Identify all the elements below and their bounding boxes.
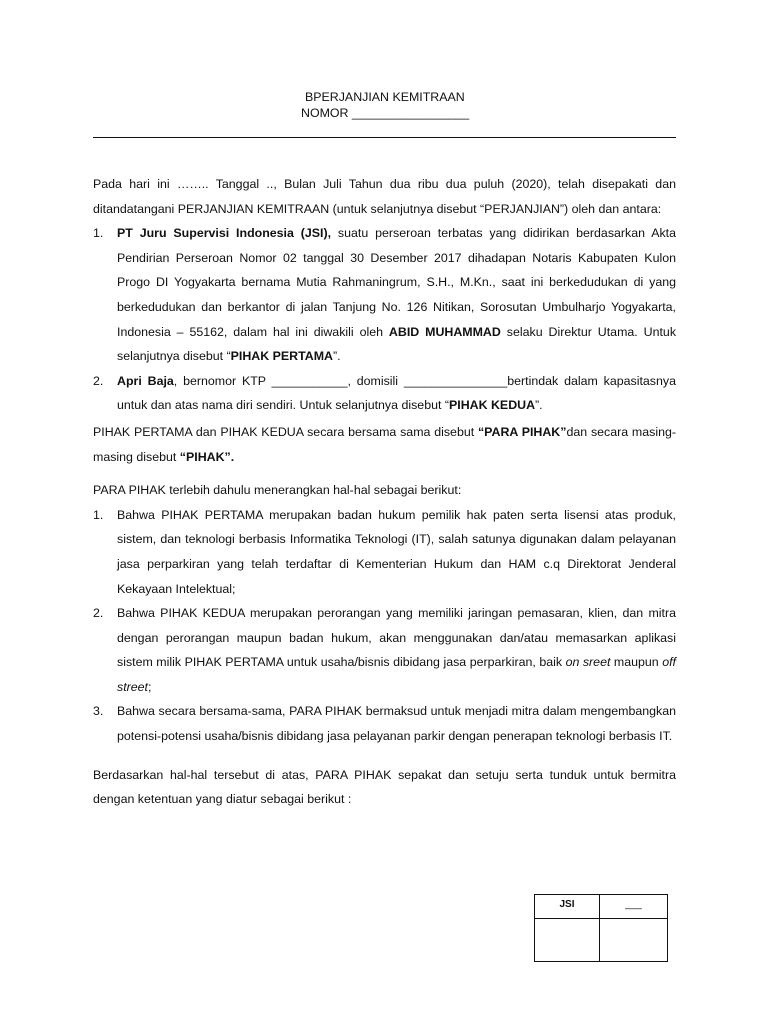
party-number: 2.: [93, 373, 104, 388]
collective-paragraph: PIHAK PERTAMA dan PIHAK KEDUA secara bersama sama disebut “PARA PIHAK”dan secara masing-masing disebut “PIHAK”.: [93, 424, 677, 464]
party-item-2: [93, 369, 676, 418]
recital-item-3: [93, 699, 676, 748]
recital-text: Bahwa secara bersama-sama, PARA PIHAK bermaksud untuk menjadi mitra dalam mengembangkan potensi-potensi usaha/bisnis dibidang jasa pelayanan parkir dengan penerapan teknologi berbasis IT.: [117, 704, 676, 744]
signature-cell-jsi: [535, 919, 600, 961]
recitals-intro: PARA PIHAK terlebih dahulu menerangkan hal-hal sebagai berikut:: [93, 483, 462, 498]
recital-number: 3.: [93, 704, 104, 719]
recital-item-1: [93, 503, 676, 601]
recital-number: 1.: [93, 507, 104, 522]
recital-item-2: [93, 601, 676, 699]
closing-paragraph: Berdasarkan hal-hal tersebut di atas, PARA PIHAK sepakat dan setuju serta tunduk untuk bermitra dengan ketentuan yang diatur sebagai berikut :: [93, 767, 676, 807]
title-line-1: BPERJANJIAN KEMITRAAN: [305, 90, 465, 104]
party-text: PT Juru Supervisi Indonesia (JSI), suatu perseroan terbatas yang didirikan berdasarkan Akta Pendirian Perseroan Nomor 02 tanggal 30 Desember 2017 dihadapan Notaris Kabupaten Kulon Progo DI Yogyakarta bernama Mutia Rahmaningrum, S.H., M.Kn., saat ini berkedudukan di yang berkedudukan dan berkantor di jalan Tanjung No. 126 Nitikan, Sorosutan Umbulharjo Yogyakarta, Indonesia – 55162, dalam hal ini diwakili oleh ABID MUHAMMAD selaku Direktur Utama. Untuk selanjutnya disebut “PIHAK PERTAMA”.: [117, 226, 677, 364]
title-divider: [93, 137, 676, 138]
document-body: [93, 172, 676, 812]
party-alias: PIHAK PERTAMA: [230, 349, 333, 364]
party-item-1: [93, 221, 676, 369]
recital-text: Bahwa PIHAK KEDUA merupakan perorangan yang memiliki jaringan pemasaran, klien, dan mitra dengan perorangan maupun badan hukum, akan menggunakan dan/atau memasarkan aplikasi sistem milik PIHAK PERTAMA untuk usaha/bisnis dibidang jasa perparkiran, baik on sreet maupun off street;: [117, 606, 676, 694]
document-title: [301, 89, 470, 121]
signature-initial-box: [534, 894, 668, 962]
signature-label-second: ___: [600, 895, 667, 919]
party-text: Apri Baja, bernomor KTP ___________, domisili _______________bertindak dalam kapasitasnya untuk dan atas nama diri sendiri. Untuk selanjutnya disebut “PIHAK KEDUA”.: [117, 373, 676, 413]
opening-paragraph: Pada hari ini …….. Tanggal .., Bulan Juli Tahun dua ribu dua puluh (2020), telah disepakati dan ditandatangani PERJANJIAN KEMITRAAN (untuk selanjutnya disebut “PERJANJIAN”) oleh dan antara:: [93, 177, 676, 216]
title-line-2: NOMOR _________________: [301, 106, 470, 120]
party-name: PT Juru Supervisi Indonesia (JSI),: [117, 226, 332, 241]
party-alias: PIHAK KEDUA: [448, 398, 536, 413]
signature-cell-second: [600, 919, 667, 961]
recital-number: 2.: [93, 606, 104, 621]
signature-label-jsi: JSI: [535, 895, 600, 919]
recital-text: Bahwa PIHAK PERTAMA merupakan badan hukum pemilik hak paten serta lisensi atas produk, sistem, dan teknologi berbasis Informatika Teknologi (IT), salah satunya digunakan dalam pelayanan jasa perparkiran yang telah terdaftar di Kementerian Hukum dan HAM c.q Direktorat Jenderal Kekayaan Intelektual;: [117, 507, 676, 596]
party-name: Apri Baja: [117, 373, 174, 388]
party-number: 1.: [93, 226, 104, 241]
party-representative: ABID MUHAMMAD: [388, 324, 501, 339]
